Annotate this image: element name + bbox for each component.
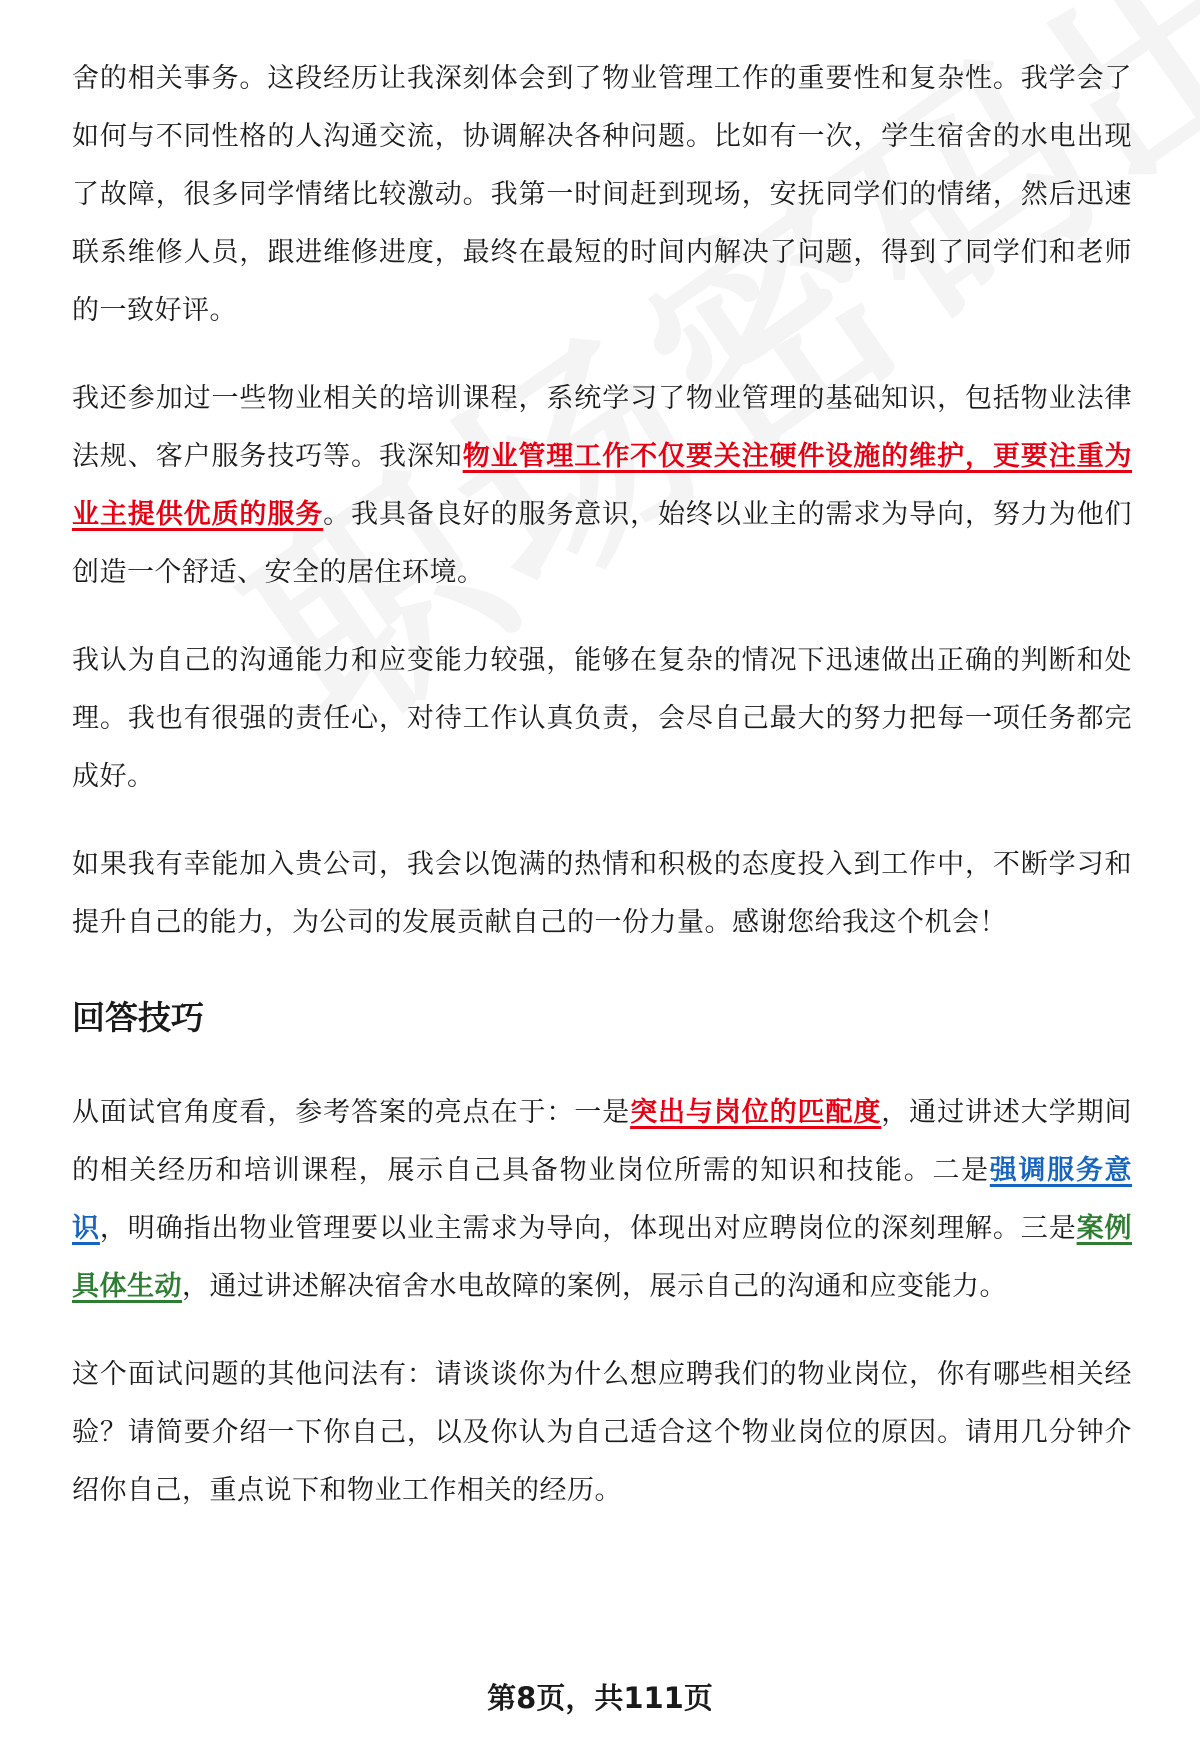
paragraph-training — [72, 370, 1132, 602]
paragraph-training-text-1: 我还参加过一些物业相关的培训课程，系统学习了物业管理的基础知识，包括物业法律法规、客户服务技巧等。我深知 — [72, 383, 1132, 472]
tips-text-2: ，通过讲述大学期间的相关经历和培训课程，展示自己具备物业岗位所需的知识和技能。二是 — [72, 1097, 1133, 1186]
paragraph-experience: 舍的相关事务。这段经历让我深刻体会到了物业管理工作的重要性和复杂性。我学会了如何与不同性格的人沟通交流，协调解决各种问题。比如有一次，学生宿舍的水电出现了故障，很多同学情绪比较激动。我第一时间赶到现场，安抚同学们的情绪，然后迅速联系维修人员，跟进维修进度，最终在最短的时间内解决了问题，得到了同学们和老师的一致好评。 — [72, 63, 1132, 326]
tips-text-4: ，通过讲述解决宿舍水电故障的案例，展示自己的沟通和应变能力。 — [182, 1271, 1007, 1302]
paragraph-tips-analysis — [72, 1084, 1132, 1316]
page-number: 第8页，共111页 — [487, 1681, 713, 1715]
paragraph-alternative-questions: 这个面试问题的其他问法有：请谈谈你为什么想应聘我们的物业岗位，你有哪些相关经验？请简要介绍一下你自己，以及你认为自己适合这个物业岗位的原因。请用几分钟介绍你自己，重点说下和物业工作相关的经历。 — [72, 1359, 1132, 1506]
tips-text-1: 从面试官角度看，参考答案的亮点在于：一是 — [72, 1097, 631, 1128]
highlight-vivid-case: 案例具体生动 — [72, 1213, 1132, 1302]
tips-text-3: ，明确指出物业管理要以业主需求为导向，体现出对应聘岗位的深刻理解。三是 — [99, 1213, 1077, 1244]
highlight-service-awareness: 强调服务意识 — [72, 1155, 1133, 1244]
document-body — [72, 50, 1132, 1550]
highlight-service-focus: 物业管理工作不仅要关注硬件设施的维护，更要注重为业主提供优质的服务 — [72, 441, 1133, 530]
paragraph-abilities: 我认为自己的沟通能力和应变能力较强，能够在复杂的情况下迅速做出正确的判断和处理。我也有很强的责任心，对待工作认真负责，会尽自己最大的努力把每一项任务都完成好。 — [72, 645, 1132, 792]
paragraph-closing: 如果我有幸能加入贵公司，我会以饱满的热情和积极的态度投入到工作中，不断学习和提升自己的能力，为公司的发展贡献自己的一份力量。感谢您给我这个机会！ — [72, 849, 1132, 938]
section-title-answer-tips: 回答技巧 — [72, 998, 204, 1037]
highlight-job-match: 突出与岗位的匹配度 — [630, 1097, 882, 1128]
paragraph-training-text-2: 。我具备良好的服务意识，始终以业主的需求为导向，努力为他们创造一个舒适、安全的居住环境。 — [72, 499, 1133, 588]
